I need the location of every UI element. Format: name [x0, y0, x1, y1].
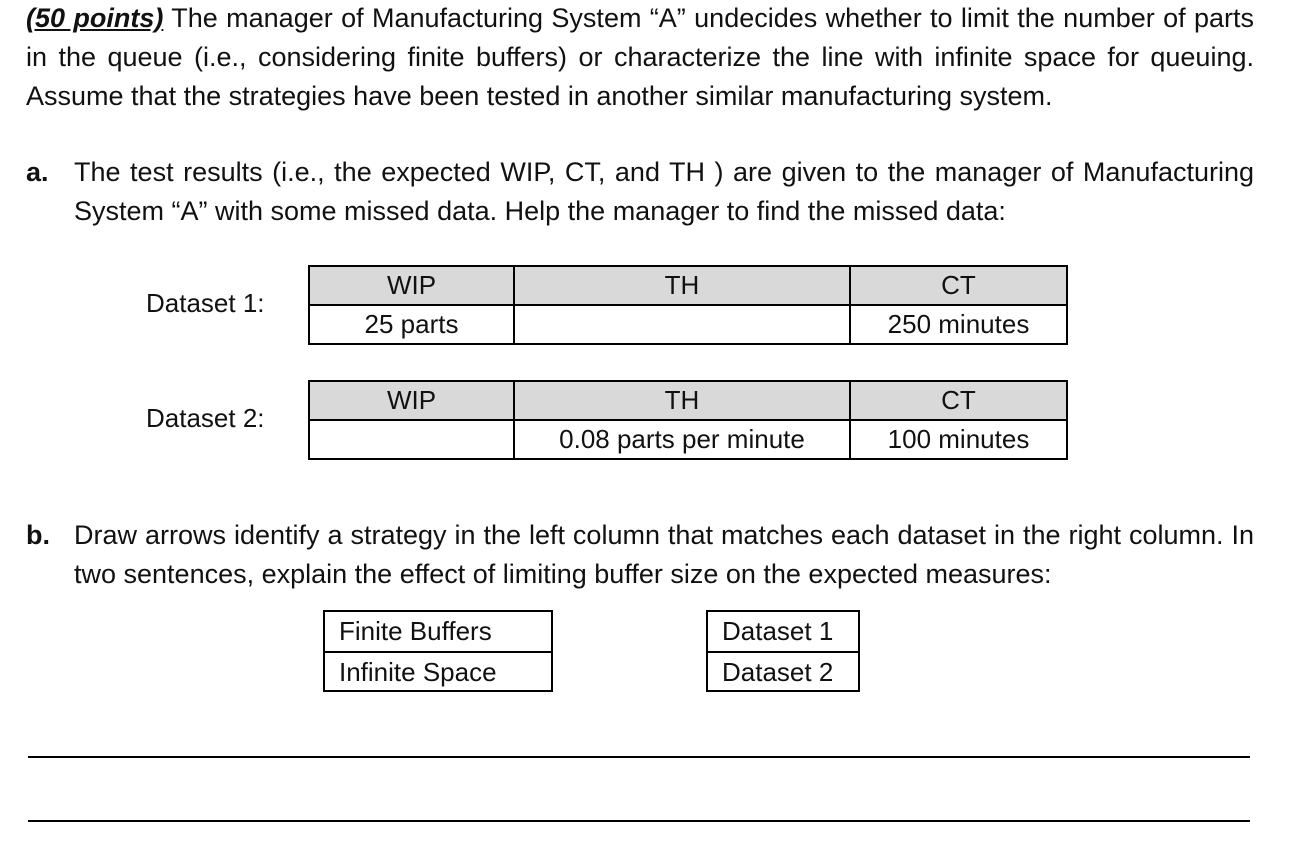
- question-intro: [26, 0, 1254, 116]
- dataset1-label: Dataset 1:: [146, 288, 265, 318]
- part-b: [26, 516, 1254, 594]
- part-b-text: Draw arrows identify a strategy in the left column that matches each dataset in the right column. In two sentences, explain the effect of limiting buffer size on the expected measures:: [74, 520, 1254, 589]
- answer-line-1: [28, 756, 1250, 758]
- match-dataset-1: Dataset 1: [722, 616, 834, 646]
- part-b-letter: b.: [26, 520, 50, 550]
- dataset1-header-ct: CT: [850, 266, 1067, 305]
- match-dataset-2: Dataset 2: [708, 651, 858, 690]
- strategy-infinite-space: Infinite Space: [325, 651, 551, 690]
- dataset2-header-wip: WIP: [309, 381, 514, 420]
- dataset2-label: Dataset 2:: [146, 403, 265, 433]
- part-a: [26, 153, 1254, 231]
- dataset2-th-value: 0.08 parts per minute: [514, 420, 850, 459]
- part-a-text: The test results (i.e., the expected WIP, CT, and TH ) are given to the manager of Manufacturing System “A” with some missed data. Help the manager to find the missed data:: [74, 157, 1254, 226]
- dataset2-header-th: TH: [514, 381, 850, 420]
- dataset1-header-wip: WIP: [309, 266, 514, 305]
- dataset2-ct-value: 100 minutes: [850, 420, 1067, 459]
- dataset2-header-ct: CT: [850, 381, 1067, 420]
- points-label: (50 points): [26, 3, 164, 33]
- answer-line-2: [28, 820, 1250, 822]
- dataset1-header-th: TH: [514, 266, 850, 305]
- dataset1-th-value: [514, 305, 850, 344]
- dataset1-wip-value: 25 parts: [309, 305, 514, 344]
- strategy-column: [323, 610, 553, 692]
- dataset2-wip-value: [309, 420, 514, 459]
- dataset-column: [706, 610, 860, 692]
- dataset1-ct-value: 250 minutes: [850, 305, 1067, 344]
- part-a-letter: a.: [26, 157, 49, 187]
- intro-text: The manager of Manufacturing System “A” undecides whether to limit the number of parts in the queue (i.e., considering finite buffers) or characterize the line with infinite space for queuing. Assume that the strategies have been tested in another similar manufacturing system.: [26, 3, 1255, 111]
- dataset2-table: [308, 380, 1068, 460]
- strategy-finite-buffers: Finite Buffers: [339, 616, 492, 646]
- dataset1-table: [308, 265, 1068, 345]
